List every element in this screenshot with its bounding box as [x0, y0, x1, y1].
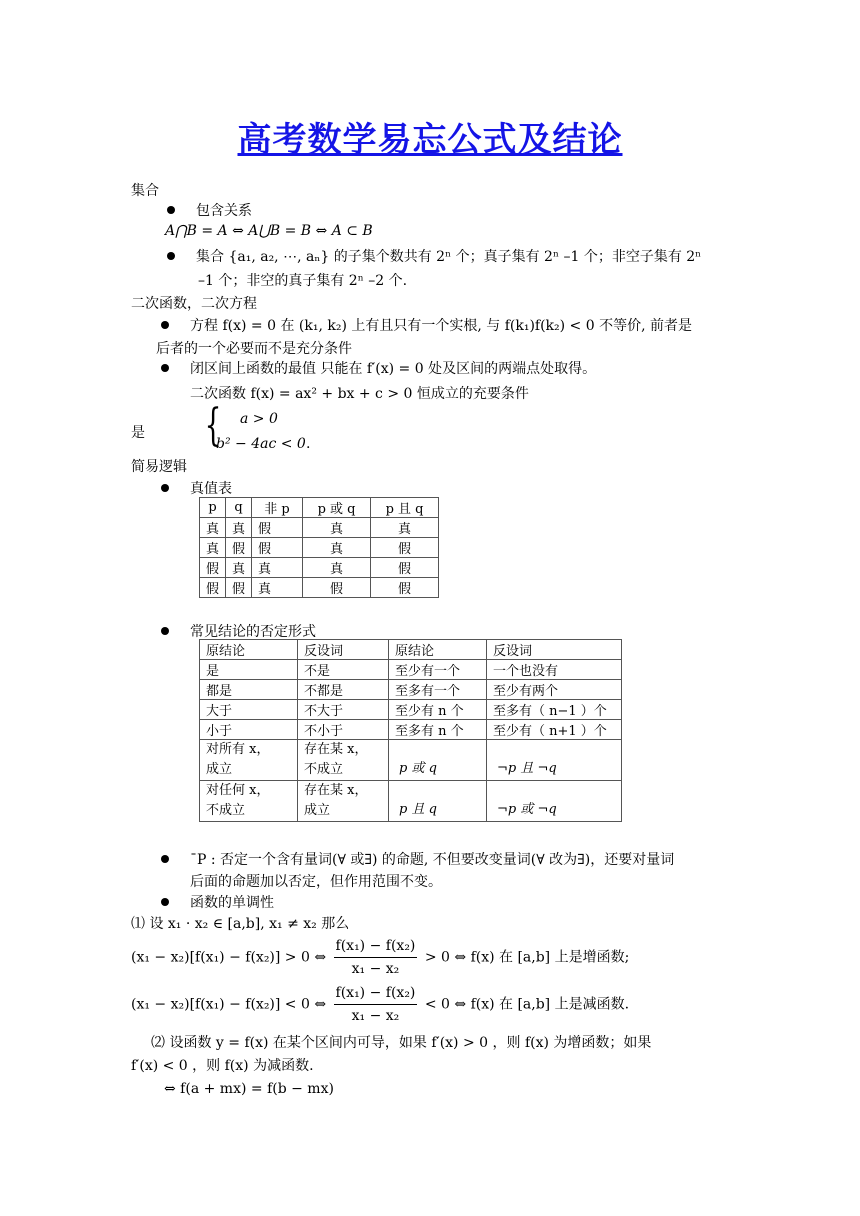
table-row — [200, 558, 439, 578]
section-quadratic-heading: 二次函数，二次方程 — [131, 296, 257, 312]
table-row — [200, 640, 622, 660]
table-cell: 大于 — [200, 700, 298, 720]
table-header-cell: p — [200, 498, 226, 518]
table-cell: 真 — [252, 578, 303, 598]
monotonicity-item-2-line1: ⑵ 设函数 y = f(x) 在某个区间内可导，如果 f′(x) > 0 ，则 f(x) 为增函数；如果 — [151, 1035, 652, 1051]
table-cell — [200, 740, 298, 781]
bullet-icon — [161, 898, 169, 906]
table-cell: 真 — [200, 538, 226, 558]
table-cell: 真 — [303, 538, 371, 558]
table-cell: ¬p 且 ¬q — [487, 740, 622, 781]
table-header-cell: 反设词 — [487, 640, 622, 660]
table-header-cell: p 或 q — [303, 498, 371, 518]
quadratic-root-line1: 方程 f(x) = 0 在 (k₁, k₂) 上有且只有一个实根, 与 f(k₁)f(k₂) < 0 不等价, 前者是 — [190, 318, 692, 334]
table-row — [200, 538, 439, 558]
subset-count-line2: –1 个；非空的真子集有 2ⁿ –2 个. — [198, 273, 408, 289]
fraction-denominator: x₁ − x₂ — [351, 1008, 400, 1024]
table-row — [200, 720, 622, 740]
table-cell: 真 — [226, 558, 252, 578]
bullet-icon — [161, 321, 169, 329]
table-cell: 真 — [303, 558, 371, 578]
table-cell: 真 — [303, 518, 371, 538]
table-cell: 不小于 — [298, 720, 389, 740]
quadratic-root-line2: 后者的一个必要而不是充分条件 — [156, 341, 352, 357]
table-cell: 至多有（ n−1 ）个 — [487, 700, 622, 720]
table-cell: 假 — [371, 538, 439, 558]
table-row — [200, 781, 622, 822]
table-cell: 一个也没有 — [487, 660, 622, 680]
quantifier-negation-line1: ¯P : 否定一个含有量词(∀ 或∃) 的命题, 不但要改变量词(∀ 改为∃)，还要对量词 — [190, 852, 675, 868]
table-cell: 假 — [371, 558, 439, 578]
cell-line: 存在某 x， — [304, 742, 368, 757]
increasing-left: (x₁ − x₂)[f(x₁) − f(x₂)] > 0 ⇔ — [131, 949, 327, 966]
table-cell: p 且 q — [389, 781, 487, 822]
table-row — [200, 660, 622, 680]
monotonicity-item-1: ⑴ 设 x₁ · x₂ ∈ [a,b], x₁ ≠ x₂ 那么 — [131, 916, 350, 932]
cell-line: 不成立 — [304, 762, 344, 777]
monotonicity-label: 函数的单调性 — [190, 895, 274, 911]
bullet-icon — [161, 364, 169, 372]
table-cell: 至多有一个 — [389, 680, 487, 700]
cell-line: 成立 — [304, 803, 331, 818]
table-cell: 小于 — [200, 720, 298, 740]
table-cell — [298, 740, 389, 781]
table-header-cell: q — [226, 498, 252, 518]
decreasing-left: (x₁ − x₂)[f(x₁) − f(x₂)] < 0 ⇔ — [131, 996, 327, 1013]
table-cell: 不大于 — [298, 700, 389, 720]
bullet-icon — [167, 206, 175, 214]
difference-quotient — [334, 937, 418, 978]
cell-line: 对任何 x， — [206, 783, 270, 798]
cell-line: 存在某 x， — [304, 783, 368, 798]
quadratic-positive-condition: 二次函数 f(x) = ax² + bx + c > 0 恒成立的充要条件 — [190, 386, 529, 402]
table-cell: 不是 — [298, 660, 389, 680]
system-condition-2: b² − 4ac < 0 — [216, 436, 306, 452]
table-row — [200, 498, 439, 518]
table-cell: 至少有一个 — [389, 660, 487, 680]
section-logic-heading: 简易逻辑 — [131, 459, 187, 475]
table-cell: 假 — [303, 578, 371, 598]
table-row — [200, 740, 622, 781]
bullet-icon — [167, 252, 175, 260]
bullet-icon — [161, 484, 169, 492]
table-cell: ¬p 或 ¬q — [487, 781, 622, 822]
table-cell: 至多有 n 个 — [389, 720, 487, 740]
cell-line: 不成立 — [206, 803, 246, 818]
subset-count-line1: 集合 {a₁, a₂, ⋯, aₙ} 的子集个数共有 2ⁿ 个；真子集有 2ⁿ –1 个；非空子集有 2ⁿ — [196, 249, 702, 265]
table-header-cell: 原结论 — [389, 640, 487, 660]
table-cell: 假 — [371, 578, 439, 598]
table-row — [200, 578, 439, 598]
negation-table — [199, 639, 622, 822]
table-cell: 真 — [371, 518, 439, 538]
table-cell: 至少有 n 个 — [389, 700, 487, 720]
table-row — [200, 518, 439, 538]
fraction-denominator: x₁ − x₂ — [351, 961, 400, 977]
decreasing-right: < 0 ⇔ f(x) 在 [a,b] 上是减函数. — [424, 996, 630, 1013]
difference-quotient — [334, 984, 418, 1025]
negation-forms-label: 常见结论的否定形式 — [190, 624, 316, 640]
truth-table-label: 真值表 — [190, 481, 232, 497]
table-cell: 假 — [252, 538, 303, 558]
monotonicity-item-2-line2: f′(x) < 0 ，则 f(x) 为减函数. — [131, 1058, 314, 1074]
cell-line: 成立 — [206, 762, 233, 777]
closed-interval-extreme: 闭区间上函数的最值 只能在 f′(x) = 0 处及区间的两端点处取得。 — [190, 361, 597, 377]
set-inclusion-formula: A⋂B = A ⇔ A⋃B = B ⇔ A ⊂ B — [165, 223, 373, 239]
system-brace: { — [204, 400, 222, 451]
decreasing-formula — [131, 984, 629, 1025]
quantifier-negation-line2: 后面的命题加以否定，但作用范围不变。 — [190, 874, 442, 890]
table-header-cell: 反设词 — [298, 640, 389, 660]
section-set-heading: 集合 — [131, 183, 159, 199]
table-header-cell: 原结论 — [200, 640, 298, 660]
table-row — [200, 680, 622, 700]
table-cell: 至少有两个 — [487, 680, 622, 700]
fraction-numerator: f(x₁) − f(x₂) — [334, 937, 418, 958]
table-cell — [200, 781, 298, 822]
table-cell: 假 — [226, 538, 252, 558]
table-cell: 假 — [200, 558, 226, 578]
increasing-formula — [131, 937, 629, 978]
increasing-right: > 0 ⇔ f(x) 在 [a,b] 上是增函数; — [424, 949, 630, 966]
system-period: . — [306, 436, 311, 452]
table-cell: 假 — [252, 518, 303, 538]
condition-is-label: 是 — [131, 425, 145, 441]
table-cell: 假 — [226, 578, 252, 598]
table-cell: 真 — [252, 558, 303, 578]
table-header-cell: p 且 q — [371, 498, 439, 518]
table-cell: p 或 q — [389, 740, 487, 781]
table-cell: 是 — [200, 660, 298, 680]
table-cell — [298, 781, 389, 822]
table-cell: 都是 — [200, 680, 298, 700]
fraction-numerator: f(x₁) − f(x₂) — [334, 984, 418, 1005]
table-cell: 假 — [200, 578, 226, 598]
table-row — [200, 700, 622, 720]
table-cell: 真 — [200, 518, 226, 538]
table-header-cell: 非 p — [252, 498, 303, 518]
table-cell: 至少有（ n+1 ）个 — [487, 720, 622, 740]
table-cell: 不都是 — [298, 680, 389, 700]
set-inclusion-label: 包含关系 — [196, 203, 252, 219]
cell-line: 对所有 x， — [206, 742, 270, 757]
bullet-icon — [161, 627, 169, 635]
page-title: 高考数学易忘公式及结论 — [237, 120, 623, 160]
system-condition-1: a > 0 — [240, 411, 278, 427]
symmetry-formula: ⇔ f(a + mx) = f(b − mx) — [164, 1081, 334, 1097]
table-cell: 真 — [226, 518, 252, 538]
truth-table — [199, 497, 439, 598]
bullet-icon — [161, 855, 169, 863]
